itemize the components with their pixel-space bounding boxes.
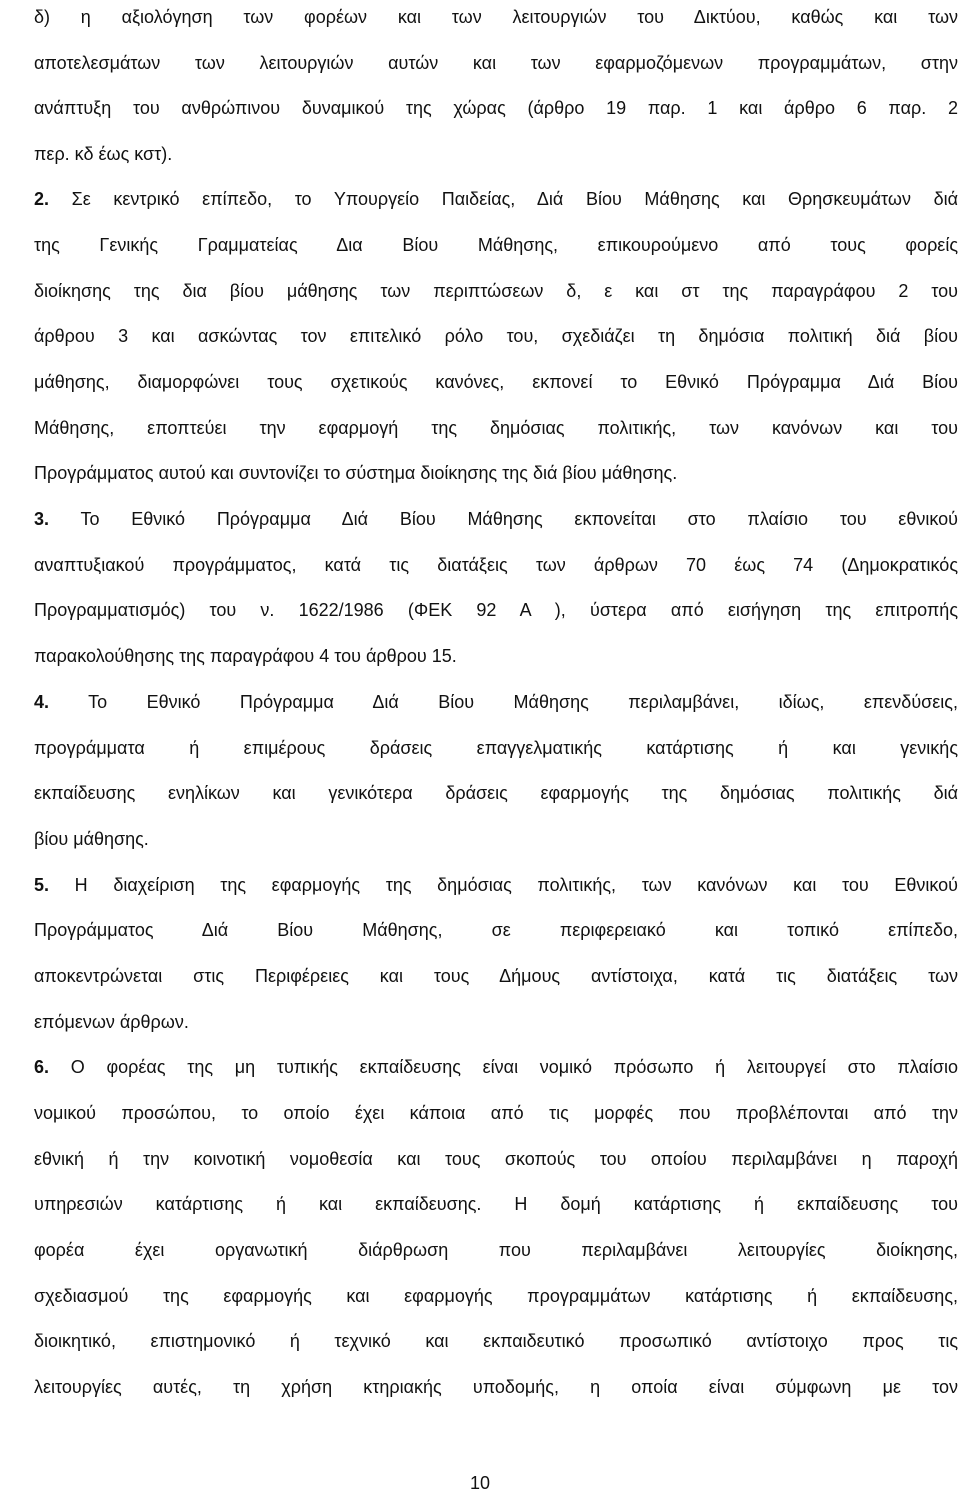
paragraph-2-line-1: [34, 188, 958, 210]
paragraph-3-line-4: [34, 645, 958, 667]
paragraph-6-line-4: υπηρεσιών κατάρτισης ή και εκπαίδευσης. Η δομή κατάρτισης ή εκπαίδευσης του: [34, 1194, 958, 1214]
paragraph-3-line-1-text: Το Εθνικό Πρόγραμμα Διά Βίου Μάθησης εκπονείται στο πλαίσιο του εθνικού: [80, 509, 958, 529]
paragraph-4-line-1-text: Το Εθνικό Πρόγραμμα Διά Βίου Μάθησης περιλαμβάνει, ιδίως, επενδύσεις,: [88, 692, 958, 712]
paragraph-4-line-2: προγράμματα ή επιμέρους δράσεις επαγγελματικής κατάρτισης ή και γενικής: [34, 738, 958, 758]
paragraph-d-line-2: αποτελεσμάτων των λειτουργιών αυτών και των εφαρμοζόμενων προγραμμάτων, στην: [34, 53, 958, 73]
paragraph-2-line-1-text: Σε κεντρικό επίπεδο, το Υπουργείο Παιδείας, Διά Βίου Μάθησης και Θρησκευμάτων διά: [71, 189, 958, 209]
paragraph-4-line-3: εκπαίδευσης ενηλίκων και γενικότερα δράσεις εφαρμογής της δημόσιας πολιτικής διά: [34, 783, 958, 803]
paragraph-2-line-5: μάθησης, διαμορφώνει τους σχετικούς κανόνες, εκπονεί το Εθνικό Πρόγραμμα Διά Βίου: [34, 372, 958, 392]
paragraph-5-line-4: [34, 1011, 958, 1033]
paragraph-d-line-4-text: περ. κδ έως κστ).: [34, 144, 173, 164]
paragraph-2-number: 2.: [34, 189, 50, 209]
paragraph-5-line-4-text: επόμενων άρθρων.: [34, 1012, 189, 1032]
paragraph-3-line-2: αναπτυξιακού προγράμματος, κατά τις διατάξεις των άρθρων 70 έως 74 (Δημοκρατικός: [34, 555, 958, 575]
paragraph-2-line-4: άρθρου 3 και ασκώντας τον επιτελικό ρόλο του, σχεδιάζει τη δημόσια πολιτική διά βίου: [34, 326, 958, 346]
paragraph-6-line-1: [34, 1056, 958, 1078]
paragraph-3-line-4-text: παρακολούθησης της παραγράφου 4 του άρθρου 15.: [34, 646, 457, 666]
paragraph-6-line-3: εθνική ή την κοινοτική νομοθεσία και τους σκοπούς του οποίου περιλαμβάνει η παροχή: [34, 1149, 958, 1169]
paragraph-4-number: 4.: [34, 692, 50, 712]
paragraph-4-line-4-text: βίου μάθησης.: [34, 829, 149, 849]
paragraph-d-line-3: ανάπτυξη του ανθρώπινου δυναμικού της χώρας (άρθρο 19 παρ. 1 και άρθρο 6 παρ. 2: [34, 98, 958, 118]
paragraph-6-line-5: φορέα έχει οργανωτική διάρθρωση που περιλαμβάνει λειτουργίες διοίκησης,: [34, 1240, 958, 1260]
paragraph-6-line-1-text: Ο φορέας της μη τυπικής εκπαίδευσης είναι νομικό πρόσωπο ή λειτουργεί στο πλαίσιο: [70, 1057, 958, 1077]
paragraph-6-line-6: σχεδιασμού της εφαρμογής και εφαρμογής προγραμμάτων κατάρτισης ή εκπαίδευσης,: [34, 1286, 958, 1306]
paragraph-5-line-3: αποκεντρώνεται στις Περιφέρειες και τους Δήμους αντίστοιχα, κατά τις διατάξεις των: [34, 966, 958, 986]
paragraph-2-line-7: [34, 462, 958, 484]
paragraph-2-line-7-text: Προγράμματος αυτού και συντονίζει το σύστημα διοίκησης της διά βίου μάθησης.: [34, 463, 678, 483]
paragraph-5-line-1-text: Η διαχείριση της εφαρμογής της δημόσιας πολιτικής, των κανόνων και του Εθνικού: [74, 875, 958, 895]
paragraph-2-line-2: της Γενικής Γραμματείας Δια Βίου Μάθησης, επικουρούμενο από τους φορείς: [34, 235, 958, 255]
paragraph-6-line-8: λειτουργίες αυτές, τη χρήση κτηριακής υποδομής, η οποία είναι σύμφωνη με τον: [34, 1377, 958, 1397]
paragraph-4-line-4: [34, 828, 958, 850]
paragraph-3-number: 3.: [34, 509, 50, 529]
paragraph-6-line-7: διοικητικό, επιστημονικό ή τεχνικό και εκπαιδευτικό προσωπικό αντίστοιχο προς τις: [34, 1331, 958, 1351]
paragraph-5-line-2: Προγράμματος Διά Βίου Μάθησης, σε περιφερειακό και τοπικό επίπεδο,: [34, 920, 958, 940]
paragraph-2-line-6: Μάθησης, εποπτεύει την εφαρμογή της δημόσιας πολιτικής, των κανόνων και του: [34, 418, 958, 438]
paragraph-d-line-4: [34, 143, 958, 165]
paragraph-5-number: 5.: [34, 875, 50, 895]
paragraph-5-line-1: [34, 874, 958, 896]
paragraph-6-number: 6.: [34, 1057, 50, 1077]
paragraph-2-line-3: διοίκησης της δια βίου μάθησης των περιπτώσεων δ, ε και στ της παραγράφου 2 του: [34, 281, 958, 301]
paragraph-d-line-1: δ) η αξιολόγηση των φορέων και των λειτουργιών του Δικτύου, καθώς και των: [34, 7, 958, 27]
paragraph-3-line-1: [34, 508, 958, 530]
paragraph-6-line-2: νομικού προσώπου, το οποίο έχει κάποια από τις μορφές που προβλέπονται από την: [34, 1103, 958, 1123]
page-number: 10: [469, 1473, 491, 1493]
paragraph-4-line-1: [34, 691, 958, 713]
paragraph-3-line-3: Προγραμματισμός) του ν. 1622/1986 (ΦΕΚ 92 Α ), ύστερα από εισήγηση της επιτροπής: [34, 600, 958, 620]
